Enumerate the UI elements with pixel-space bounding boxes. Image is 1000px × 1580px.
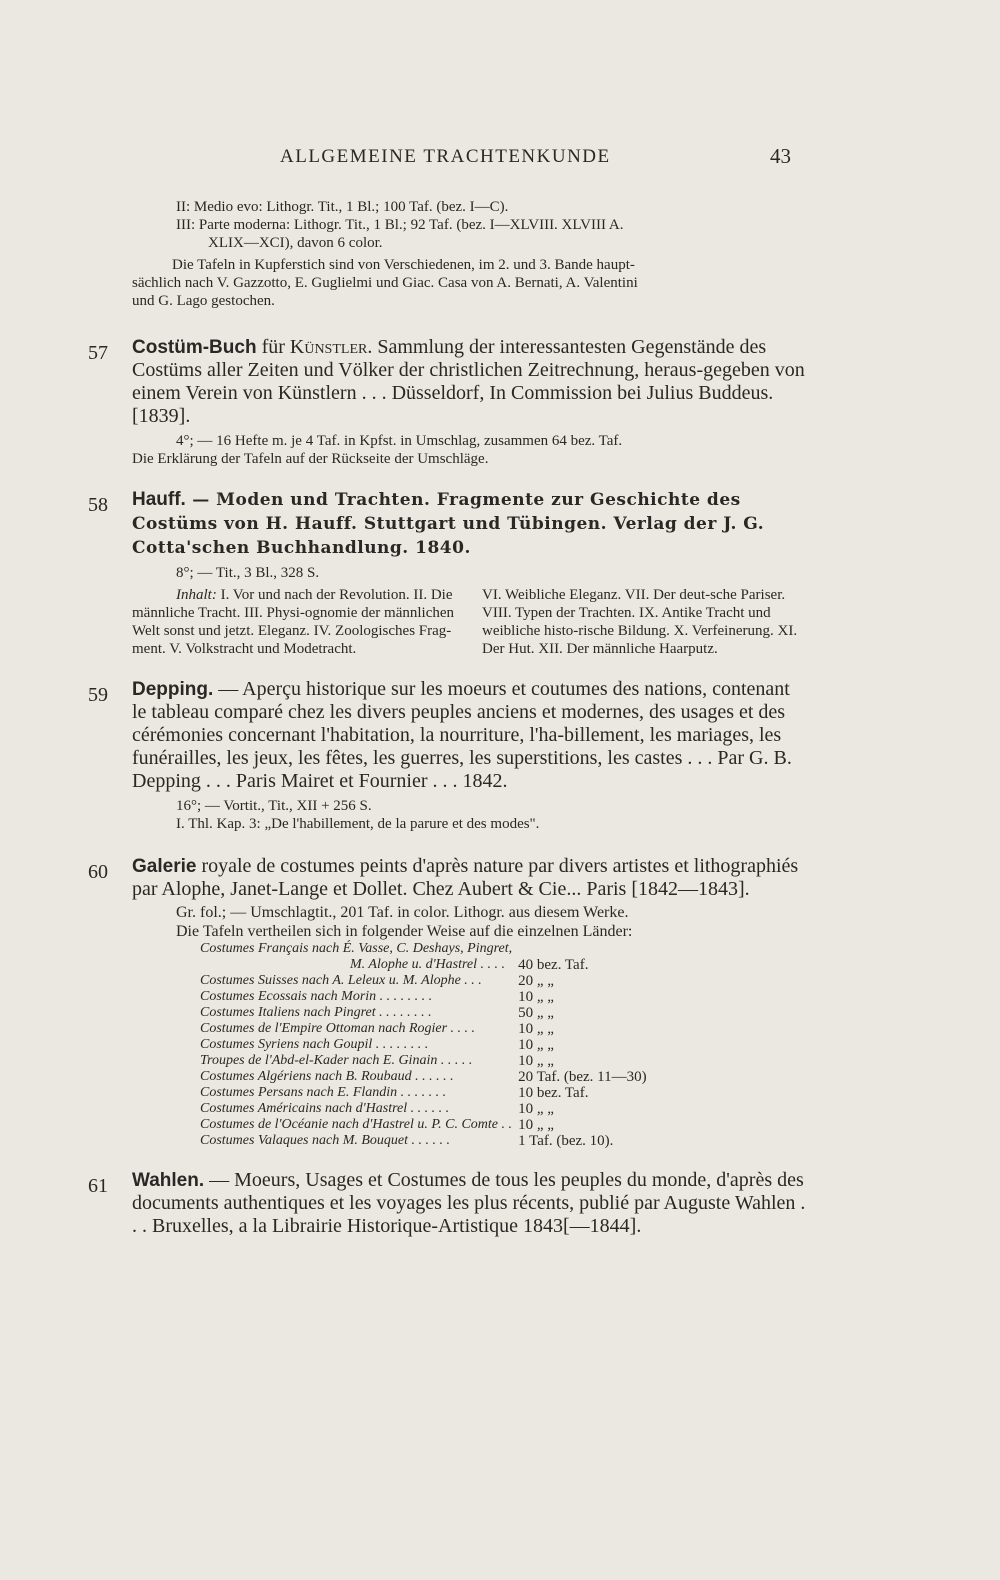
text: . Sammlung der interessantesten Gegenstände des Costüms aller Zeiten und Völker der christlichen Zeitrechnung, heraus-gegeben von einem Verein von Künstlern . . . Düsseldorf, In Commission bei Julius Buddeus. [1839]. (132, 336, 805, 427)
entry-text (132, 678, 808, 793)
entry-text (132, 855, 808, 901)
line: Die Tafeln in Kupferstich sind von Verschiedenen, im 2. und 3. Bande haupt- (172, 257, 635, 273)
line: XLIX—XCI), davon 6 color. (208, 235, 383, 251)
table-row (200, 957, 647, 973)
entry-58 (88, 488, 808, 658)
note: I. Thl. Kap. 3: „De l'habillement, de la parure et des modes". (176, 816, 540, 832)
text: — Moden und Trachten. Fragmente zur Geschichte des Costüms von H. Hauff. Stuttgart und Tübingen. Verlag der J. G. Cotta'schen Buchhandlung. 1840. (132, 490, 765, 558)
running-head: ALLGEMEINE TRACHTENKUNDE (280, 146, 611, 167)
entry-61 (88, 1169, 808, 1238)
contents-right: VI. Weibliche Eleganz. VII. Der deut-sche Pariser. VIII. Typen der Trachten. IX. Antike Tracht und weibliche histo-rische Bildung. X. Verfeinerung. XI. Der Hut. XII. Der männliche Haarputz. (482, 587, 798, 657)
table-cell-series: Costumes de l'Océanie nach d'Hastrel u. P. C. Comte . . (200, 1117, 513, 1132)
line: sächlich nach V. Gazzotto, E. Guglielmi und Giac. Casa von A. Bernati, A. Valentini (132, 275, 638, 291)
table-cell-series: Costumes Américains nach d'Hastrel . . . . . . (200, 1101, 450, 1116)
entry-number: 57 (88, 342, 108, 364)
continuation-block (88, 198, 808, 252)
collation: 8°; — Tit., 3 Bl., 328 S. (176, 565, 320, 581)
entry-title: Hauff. (132, 489, 186, 510)
text: — Moeurs, Usages et Costumes de tous les peuples du monde, d'après des documents authentiques et les voyages les plus récents, publié par Auguste Wahlen . . . Bruxelles, a la Librairie Historique-Artistique 1843[—1844]. (132, 1169, 806, 1237)
table-row (200, 941, 647, 957)
table-cell-count: 10 „ „ (518, 1021, 554, 1037)
table-row (200, 989, 647, 1005)
text: Künstler (289, 336, 368, 358)
table-cell-series: Costumes Algériens nach B. Roubaud . . . . . . (200, 1069, 454, 1084)
table-cell-series: M. Alophe u. d'Hastrel . . . . (350, 957, 506, 972)
table-row (200, 1117, 647, 1133)
table-cell-count: 10 „ „ (518, 1101, 554, 1117)
entry-57 (88, 336, 808, 468)
table-cell-series: Costumes Persans nach E. Flandin . . . . . . . (200, 1085, 447, 1100)
table-cell-series: Troupes de l'Abd-el-Kader nach E. Ginain . . . . . (200, 1053, 473, 1068)
collation: 4°; — 16 Hefte m. je 4 Taf. in Kpfst. in Umschlag, zusammen 64 bez. Taf. (176, 433, 623, 449)
line: III: Parte moderna: Lithogr. Tit., 1 Bl.; 92 Taf. (bez. I—XLVIII. XLVIII A. (176, 217, 624, 233)
table-cell-count: 1 Taf. (bez. 10). (518, 1133, 614, 1149)
contents-columns (132, 586, 808, 658)
table-cell-series: Costumes de l'Empire Ottoman nach Rogier . . . . (200, 1021, 476, 1036)
entry-number: 60 (88, 861, 108, 883)
table-row (200, 1085, 647, 1101)
line: und G. Lago gestochen. (132, 293, 275, 309)
collation: 16°; — Vortit., Tit., XII + 256 S. (176, 798, 372, 814)
text: I. Vor und nach der Revolution. II. Die männliche Tracht. III. Physi-ognomie der männlichen Welt sonst und jetzt. Eleganz. IV. Zoologisches Frag-ment. V. Volkstracht und Modetracht. (132, 587, 455, 657)
table-cell-count: 20 „ „ (518, 973, 554, 989)
entry-title: Depping. (132, 679, 214, 700)
collation: Gr. fol.; — Umschlagtit., 201 Taf. in color. Lithogr. aus diesem Werke. (176, 904, 629, 921)
plates-table (200, 941, 647, 1149)
label: Inhalt: (176, 587, 217, 603)
table-cell-series: Costumes Italiens nach Pingret . . . . . . . . (200, 1005, 432, 1020)
table-row (200, 1037, 647, 1053)
entry-59 (88, 678, 808, 833)
table-row (200, 1069, 647, 1085)
table-row (200, 1021, 647, 1037)
entry-text (132, 1169, 808, 1238)
entry-60 (88, 855, 808, 1149)
table-cell-count: 10 „ „ (518, 1037, 554, 1053)
text: — Aperçu historique sur les moeurs et coutumes des nations, contenant le tableau comparé chez les divers peuples anciens et modernes, des usages et des cérémonies concernant l'habitation, la nourriture, l'ha-billement, les mariages, les funérailles, les jeux, les fêtes, les guerres, les superstitions, les castes . . . Par G. B. Depping . . . Paris Mairet et Fournier . . . 1842. (132, 678, 792, 792)
table-cell-count: 10 „ „ (518, 1053, 554, 1069)
table-cell-count: 10 „ „ (518, 989, 554, 1005)
table-cell-count: 10 bez. Taf. (518, 1085, 589, 1101)
note: Die Tafeln vertheilen sich in folgender Weise auf die einzelnen Länder: (176, 923, 633, 940)
entry-number: 58 (88, 494, 108, 516)
line: II: Medio evo: Lithogr. Tit., 1 Bl.; 100 Taf. (bez. I—C). (176, 199, 509, 215)
table-row (200, 973, 647, 989)
table-cell-count: 50 „ „ (518, 1005, 554, 1021)
entry-text (132, 488, 808, 560)
table-row (200, 1005, 647, 1021)
table-cell-series: Costumes Valaques nach M. Bouquet . . . . . . (200, 1133, 451, 1148)
table-row (200, 1053, 647, 1069)
page-number: 43 (770, 144, 791, 168)
table-cell-series: Costumes Français nach É. Vasse, C. Deshays, Pingret, (200, 941, 513, 956)
entry-title: Galerie (132, 856, 197, 877)
table-cell-count: 10 „ „ (518, 1117, 554, 1133)
table-row (200, 1133, 647, 1149)
table-cell-count (512, 941, 647, 957)
entry-number: 59 (88, 684, 108, 706)
entry-title: Costüm-Buch (132, 337, 257, 358)
contents-left (132, 586, 458, 658)
entry-text (132, 336, 808, 428)
entry-title: Wahlen. (132, 1170, 205, 1191)
table-cell-series: Costumes Syriens nach Goupil . . . . . . . . (200, 1037, 429, 1052)
table-cell-count: 20 Taf. (bez. 11—30) (518, 1069, 647, 1085)
text: royale de costumes peints d'après nature par divers artistes et lithographiés par Alophe, Janet-Lange et Dollet. Chez Aubert & Cie... Paris [1842—1843]. (132, 855, 799, 900)
table-cell-count: 40 bez. Taf. (518, 957, 589, 973)
table-cell-series: Costumes Suisses nach A. Leleux u. M. Alophe . . . (200, 973, 482, 988)
entry-number: 61 (88, 1175, 108, 1197)
note-block (88, 256, 808, 310)
text: für (256, 336, 290, 358)
page-body (88, 198, 808, 1238)
table-row (200, 1101, 647, 1117)
note: Die Erklärung der Tafeln auf der Rückseite der Umschläge. (132, 451, 489, 467)
table-cell-series: Costumes Ecossais nach Morin . . . . . . . . (200, 989, 433, 1004)
